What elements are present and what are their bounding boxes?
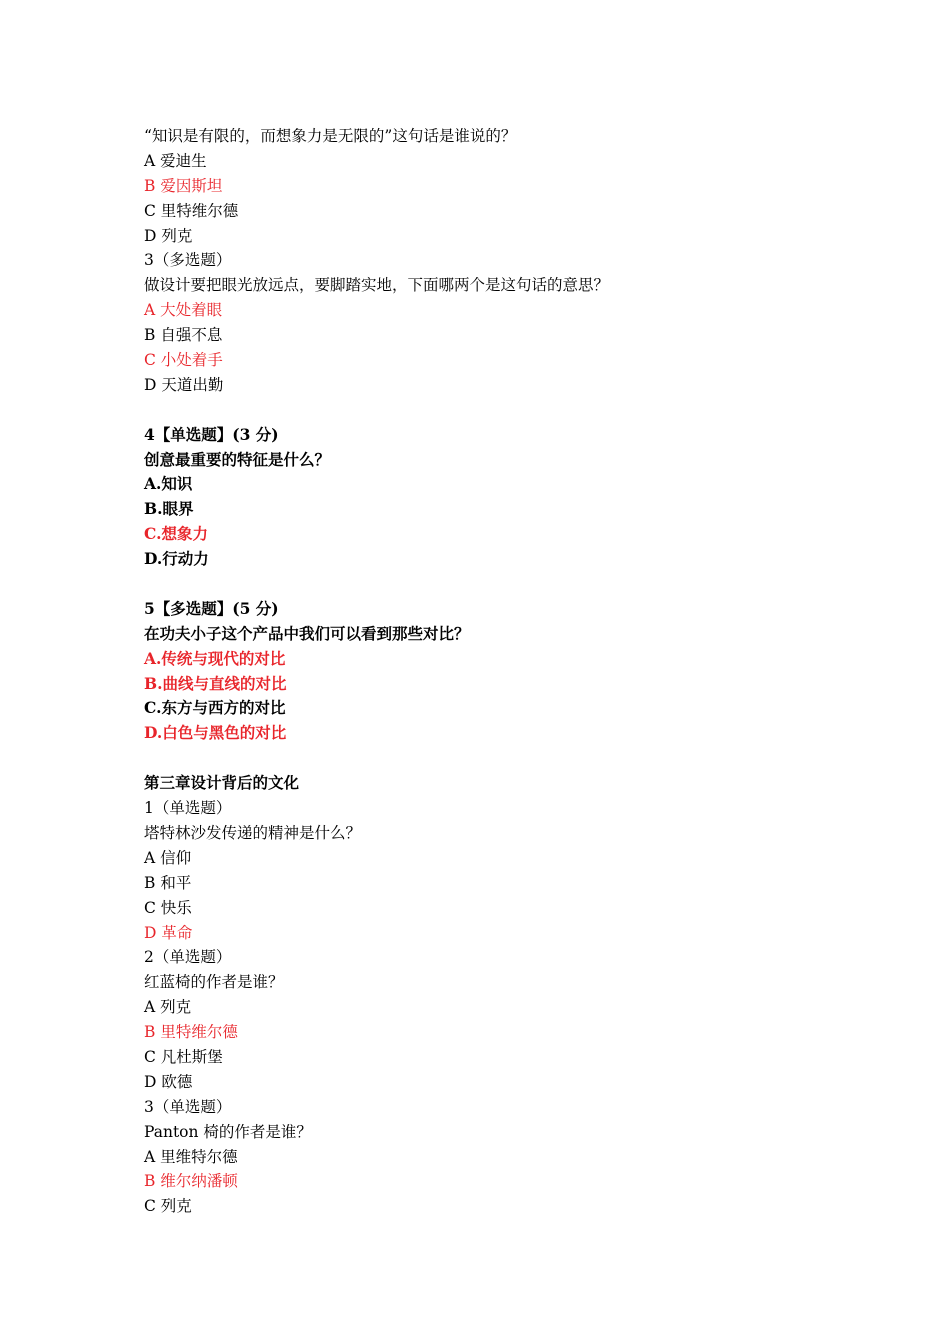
answer-option: B 自强不息 bbox=[144, 326, 223, 345]
answer-option: A 爱迪生 bbox=[144, 151, 207, 170]
answer-option: C.东方与西方的对比 bbox=[144, 698, 286, 718]
chapter-heading: 第三章设计背后的文化 bbox=[144, 773, 300, 793]
question-header: 3（多选题） bbox=[144, 251, 232, 270]
answer-option-correct: B 爱因斯坦 bbox=[144, 176, 223, 195]
question-text: 做设计要把眼光放远点，要脚踏实地，下面哪两个是这句话的意思？ bbox=[144, 276, 610, 295]
question-text: 在功夫小子这个产品中我们可以看到那些对比？ bbox=[144, 623, 470, 643]
answer-option-correct: D.白色与黑色的对比 bbox=[144, 723, 287, 743]
document-body bbox=[144, 124, 864, 1219]
question-header: 1（单选题） bbox=[144, 799, 232, 818]
blank-line bbox=[144, 746, 864, 771]
question-header: 5【多选题】(5 分) bbox=[144, 598, 279, 618]
answer-option-correct: C 小处着手 bbox=[144, 351, 223, 370]
answer-option-correct: A.传统与现代的对比 bbox=[144, 648, 286, 668]
answer-option-correct: C.想象力 bbox=[144, 524, 208, 544]
answer-option: D 列克 bbox=[144, 226, 193, 245]
answer-option-correct: B 里特维尔德 bbox=[144, 1023, 238, 1042]
blank-line bbox=[144, 398, 864, 423]
answer-option: A 列克 bbox=[144, 998, 192, 1017]
question-header: 4【单选题】(3 分) bbox=[144, 424, 279, 444]
question-text: “知识是有限的，而想象力是无限的”这句话是谁说的？ bbox=[144, 127, 517, 145]
answer-option: B.眼界 bbox=[144, 499, 194, 519]
answer-option: C 列克 bbox=[144, 1197, 192, 1216]
question-header: 2（单选题） bbox=[144, 948, 232, 967]
blank-line bbox=[144, 572, 864, 597]
answer-option-correct: B.曲线与直线的对比 bbox=[144, 673, 287, 693]
question-text: 创意最重要的特征是什么？ bbox=[144, 449, 331, 469]
answer-option: A 信仰 bbox=[144, 848, 192, 867]
answer-option: D 欧德 bbox=[144, 1072, 193, 1091]
answer-option: D 天道出勤 bbox=[144, 375, 224, 394]
question-text: 红蓝椅的作者是谁？ bbox=[144, 973, 284, 992]
answer-option-correct: A 大处着眼 bbox=[144, 301, 223, 320]
answer-option: A 里维特尔德 bbox=[144, 1147, 238, 1166]
answer-option-correct: D 革命 bbox=[144, 923, 193, 942]
answer-option: C 里特维尔德 bbox=[144, 201, 239, 220]
answer-option: C 快乐 bbox=[144, 898, 192, 917]
answer-option-correct: B 维尔纳潘顿 bbox=[144, 1172, 238, 1191]
answer-option: B 和平 bbox=[144, 873, 192, 892]
question-text: 塔特林沙发传递的精神是什么？ bbox=[144, 823, 362, 842]
answer-option: A.知识 bbox=[144, 474, 193, 494]
question-text: Panton 椅的作者是谁？ bbox=[144, 1122, 312, 1141]
question-header: 3（单选题） bbox=[144, 1097, 232, 1116]
answer-option: C 凡杜斯堡 bbox=[144, 1047, 223, 1066]
answer-option: D.行动力 bbox=[144, 549, 209, 569]
